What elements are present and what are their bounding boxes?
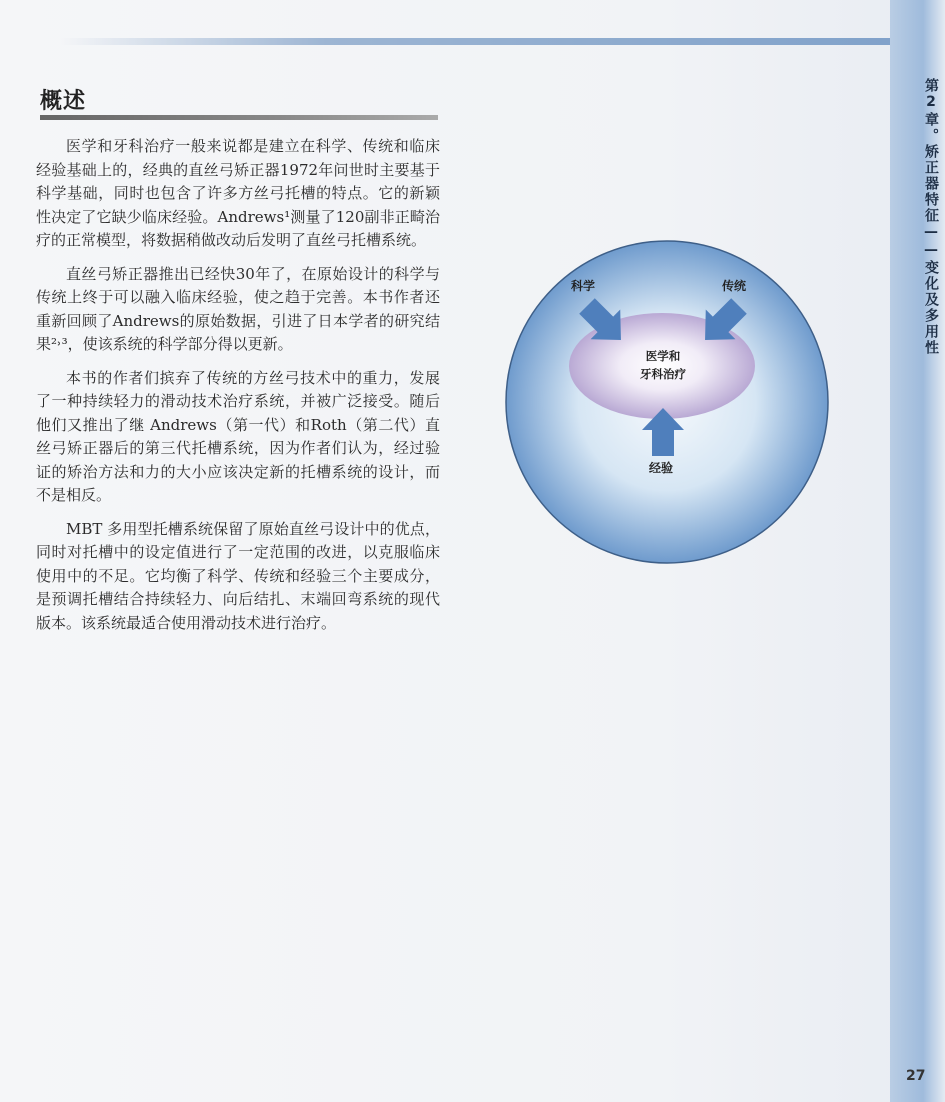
body-text: [36, 135, 440, 635]
paragraph: 本书的作者们摈弃了传统的方丝弓技术中的重力，发展了一种持续轻力的滑动技术治疗系统，并被广泛接受。随后他们又推出了继 Andrews（第一代）和Roth（第二代）直丝弓矫正器后的第三代托槽系统，因为作者们认为，经过验证的矫治方法和力的大小应该决定新的托槽系统的设计，而不是相反。: [36, 368, 440, 504]
header-bar: [60, 38, 945, 45]
center-label-line1: 医学和: [645, 349, 681, 363]
label-tradition: 传统: [721, 279, 747, 293]
science-tradition-experience-diagram: [505, 240, 829, 564]
paragraph: 直丝弓矫正器推出已经快30年了，在原始设计的科学与传统上终于可以融入临床经验，使之趋于完善。本书作者还重新回顾了Andrews的原始数据，引进了日本学者的研究结果²˒³，使该系统的科学部分得以更新。: [36, 264, 440, 353]
paragraph: MBT 多用型托槽系统保留了原始直丝弓设计中的优点，同时对托槽中的设定值进行了一定范围的改进，以克服临床使用中的不足。它均衡了科学、传统和经验三个主要成分，是预调托槽结合持续轻力、向后结扎、末端回弯系统的现代版本。该系统最适合使用滑动技术进行治疗。: [36, 519, 440, 632]
label-experience: 经验: [648, 461, 674, 475]
page-number: 27: [906, 1068, 926, 1084]
title-underline: [40, 115, 438, 120]
label-science: 科学: [570, 279, 596, 293]
section-title: 概述: [40, 89, 87, 114]
center-label-line2: 牙科治疗: [640, 367, 686, 381]
chapter-label: 第2章。矫正器特征——变化及多用性: [923, 78, 939, 356]
paragraph: 医学和牙科治疗一般来说都是建立在科学、传统和临床经验基础上的，经典的直丝弓矫正器1972年问世时主要基于科学基础，同时也包含了许多方丝弓托槽的特点。它的新颖性决定了它缺少临床经验。Andrews¹测量了120副非正畸治疗的正常模型，将数据稍做改动后发明了直丝弓托槽系统。: [36, 137, 440, 249]
